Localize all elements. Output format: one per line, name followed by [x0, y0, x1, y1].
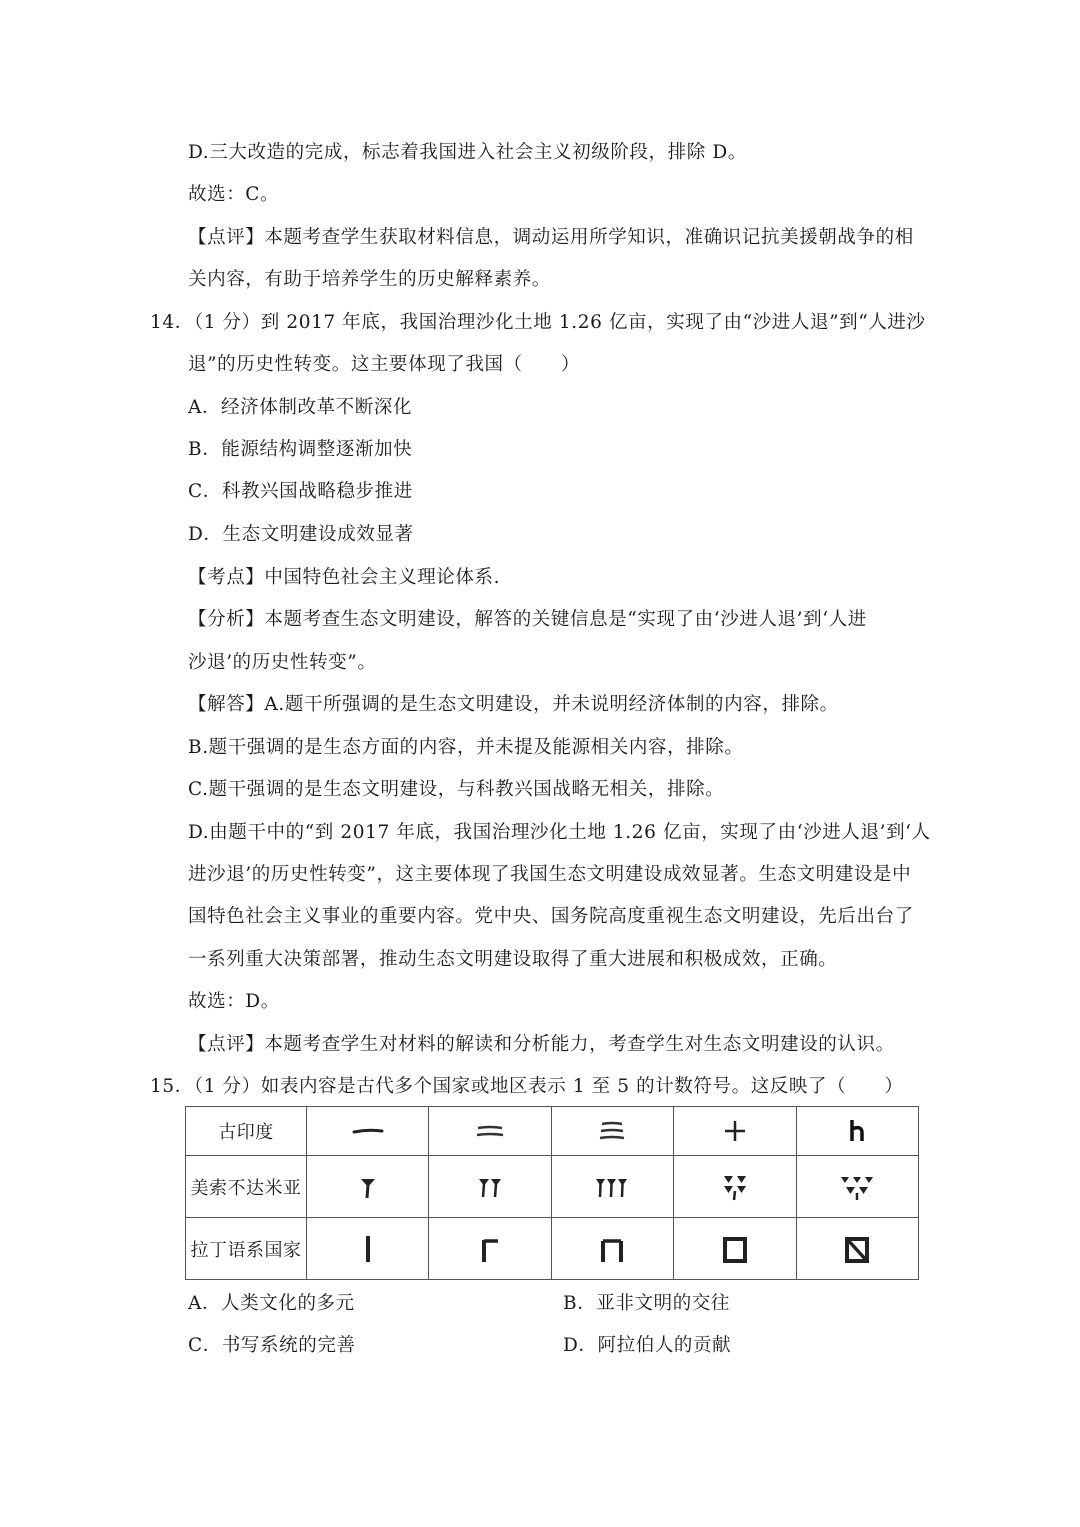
india-numeral-2-glyph	[429, 1107, 551, 1156]
q14-jieda-a: A.题干所强调的是生态文明建设，并未说明经济体制的内容，排除。	[264, 694, 839, 715]
mesopotamia-numeral-2-glyph	[429, 1156, 551, 1218]
q13-comment-text-2: 关内容，有助于培养学生的历史解释素养。	[188, 269, 551, 290]
q14-fenxi-text-1: 本题考查生态文明建设，解答的关键信息是“实现了由‘沙进人退’到‘人进	[264, 609, 867, 630]
row-label-ancient-india: 古印度	[186, 1107, 307, 1156]
q14-stem-line-2: 退”的历史性转变。这主要体现了我国（ ）	[188, 354, 581, 375]
q14-jieda-c: C.题干强调的是生态文明建设，与科教兴国战略无相关，排除。	[188, 779, 725, 800]
latin-numeral-2-glyph	[429, 1218, 551, 1280]
table-row	[186, 1156, 919, 1218]
q14-jieda-d-2: 进沙退’的历史性转变”，这主要体现了我国生态文明建设成效显著。生态文明建设是中	[188, 864, 912, 885]
mesopotamia-numeral-3-glyph	[551, 1156, 673, 1218]
q14-stem-line-1: （1 分）到 2017 年底，我国治理沙化土地 1.26 亿亩，实现了由“沙进人退”到“人进沙	[193, 312, 926, 333]
india-numeral-3-glyph	[551, 1107, 673, 1156]
table-row	[186, 1107, 919, 1156]
q14-jieda-b: B.题干强调的是生态方面的内容，并未提及能源相关内容，排除。	[188, 737, 744, 758]
q15-option-c: C．书写系统的完善	[188, 1335, 356, 1356]
q14-fenxi-text-2: 沙退’的历史性转变”。	[188, 652, 377, 673]
q14-kaodian-text: 中国特色社会主义理论体系.	[264, 567, 501, 588]
q15-stem-text: （1 分）如表内容是古代多个国家或地区表示 1 至 5 的计数符号。这反映了（ ）	[193, 1076, 904, 1097]
q14-option-b: B．能源结构调整逐渐加快	[188, 439, 413, 460]
q14-jieda	[188, 693, 839, 717]
q14-jieda-tag: 【解答】	[188, 694, 265, 715]
q15-option-a: A．人类文化的多元	[188, 1293, 355, 1314]
q14-kaodian	[188, 566, 500, 590]
q14-option-c: C．科教兴国战略稳步推进	[188, 481, 413, 502]
row-label-latin-countries: 拉丁语系国家	[186, 1218, 307, 1280]
q14-comment-text: 本题考查学生对材料的解读和分析能力，考查学生对生态文明建设的认识。	[264, 1034, 895, 1055]
q14-option-d: D．生态文明建设成效显著	[188, 524, 414, 545]
latin-numeral-5-glyph	[796, 1218, 918, 1280]
q14-fenxi	[188, 608, 867, 632]
mesopotamia-numeral-4-glyph	[674, 1156, 796, 1218]
q14-stem	[150, 311, 926, 335]
q13-comment-tag: 【点评】	[188, 227, 265, 248]
q15-option-b: B．亚非文明的交往	[563, 1293, 730, 1314]
q14-fenxi-tag: 【分析】	[188, 609, 265, 630]
q15-stem	[150, 1075, 904, 1099]
q13-comment	[188, 226, 914, 250]
india-numeral-5-glyph	[796, 1107, 918, 1156]
q14-jieda-d-1: D.由题干中的“到 2017 年底，我国治理沙化土地 1.26 亿亩，实现了由‘沙进人退’到‘人	[188, 822, 931, 843]
row-label-mesopotamia: 美索不达米亚	[186, 1156, 307, 1218]
q14-answer: 故选：D。	[188, 991, 280, 1012]
latin-numeral-4-glyph	[674, 1218, 796, 1280]
q14-jieda-d-3: 国特色社会主义事业的重要内容。党中央、国务院高度重视生态文明建设，先后出台了	[188, 906, 914, 927]
q14-comment-tag: 【点评】	[188, 1034, 265, 1055]
q14-comment	[188, 1033, 895, 1057]
numeral-symbol-table	[185, 1106, 919, 1280]
table-row	[186, 1218, 919, 1280]
q14-jieda-d-4: 一系列重大决策部署，推动生态文明建设取得了重大进展和积极成效，正确。	[188, 949, 838, 970]
q14-kaodian-tag: 【考点】	[188, 567, 265, 588]
q13-answer: 故选：C。	[188, 184, 280, 205]
mesopotamia-numeral-1-glyph	[307, 1156, 429, 1218]
india-numeral-1-glyph	[307, 1107, 429, 1156]
latin-numeral-1-glyph	[307, 1218, 429, 1280]
q15-option-d: D．阿拉伯人的贡献	[563, 1335, 732, 1356]
q15-number: 15．	[150, 1076, 194, 1097]
mesopotamia-numeral-5-glyph	[796, 1156, 918, 1218]
india-numeral-4-glyph	[674, 1107, 796, 1156]
q14-option-a: A．经济体制改革不断深化	[188, 397, 413, 418]
q14-number: 14．	[150, 312, 194, 333]
latin-numeral-3-glyph	[551, 1218, 673, 1280]
q13-comment-text-1: 本题考查学生获取材料信息，调动运用所学知识，准确识记抗美援朝战争的相	[264, 227, 914, 248]
q13-option-d-analysis: D.三大改造的完成，标志着我国进入社会主义初级阶段，排除 D。	[188, 142, 747, 163]
